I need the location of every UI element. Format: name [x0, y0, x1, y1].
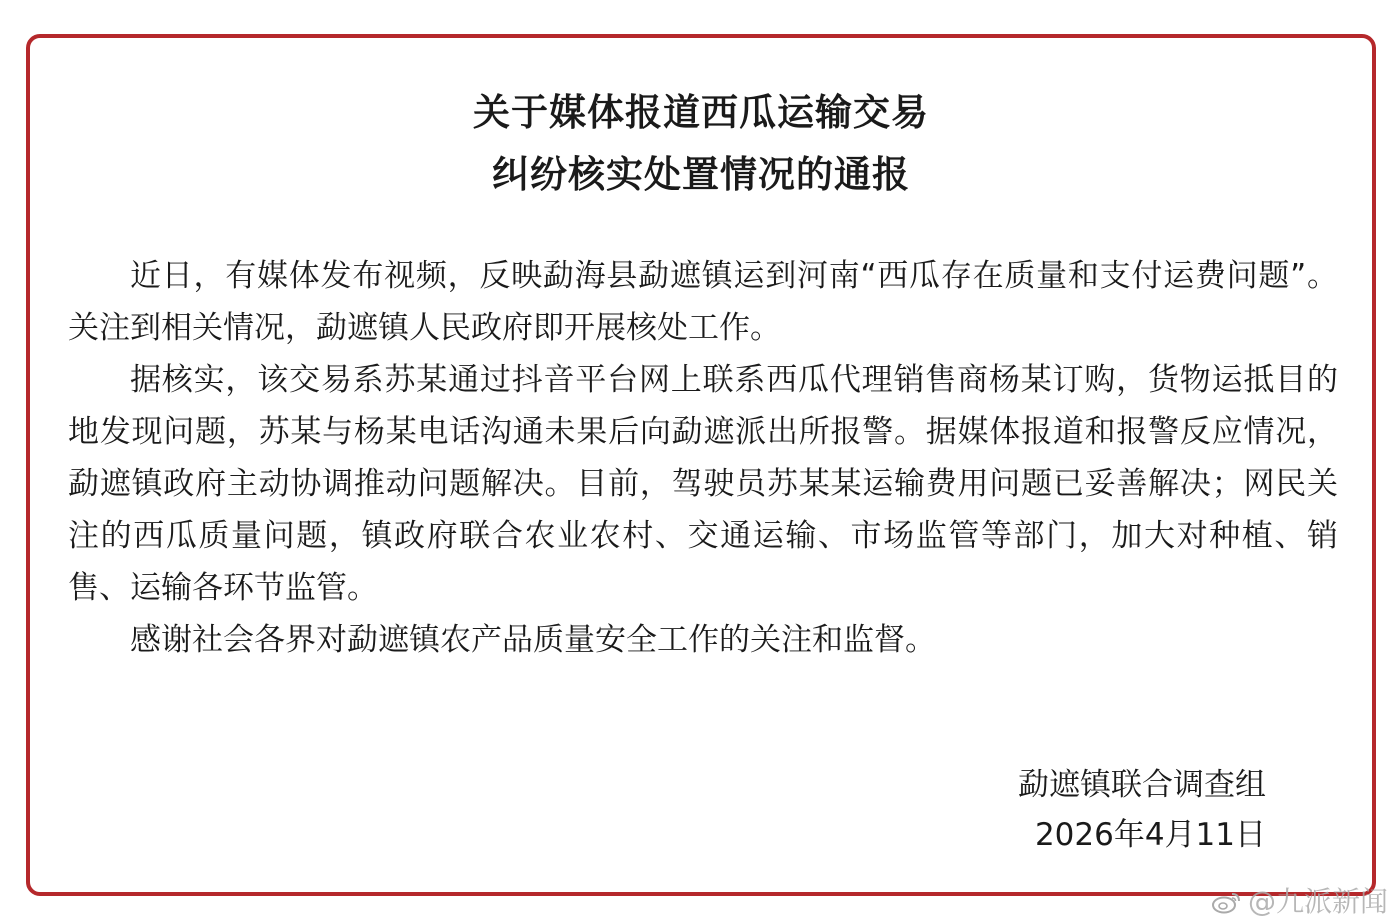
watermark-text: @九派新闻	[1247, 885, 1388, 918]
weibo-logo-icon	[1212, 888, 1242, 912]
watermark	[1212, 880, 1388, 920]
paragraph-intro: 近日，有媒体发布视频，反映勐海县勐遮镇运到河南“西瓜存在质量和支付运费问题”。关注到相关情况，勐遮镇人民政府即开展核处工作。	[68, 258, 1338, 346]
paragraph-thanks: 感谢社会各界对勐遮镇农产品质量安全工作的关注和监督。	[130, 622, 936, 658]
signature-date: 2026年4月11日	[1034, 817, 1266, 853]
signature-block	[1018, 760, 1266, 860]
paragraph-verification: 据核实，该交易系苏某通过抖音平台网上联系西瓜代理销售商杨某订购，货物运抵目的地发现问题，苏某与杨某电话沟通未果后向勐遮派出所报警。据媒体报道和报警反应情况，勐遮镇政府主动协调推动问题解决。目前，驾驶员苏某某运输费用问题已妥善解决；网民关注的西瓜质量问题，镇政府联合农业农村、交通运输、市场监管等部门，加大对种植、销售、运输各环节监管。	[68, 362, 1338, 606]
notice-body	[68, 250, 1338, 666]
notice-title-line1: 关于媒体报道西瓜运输交易	[473, 91, 929, 134]
signature-issuer: 勐遮镇联合调查组	[1018, 767, 1266, 803]
notice-title-line2: 纠纷核实处置情况的通报	[492, 153, 910, 196]
notice-frame	[26, 34, 1376, 896]
